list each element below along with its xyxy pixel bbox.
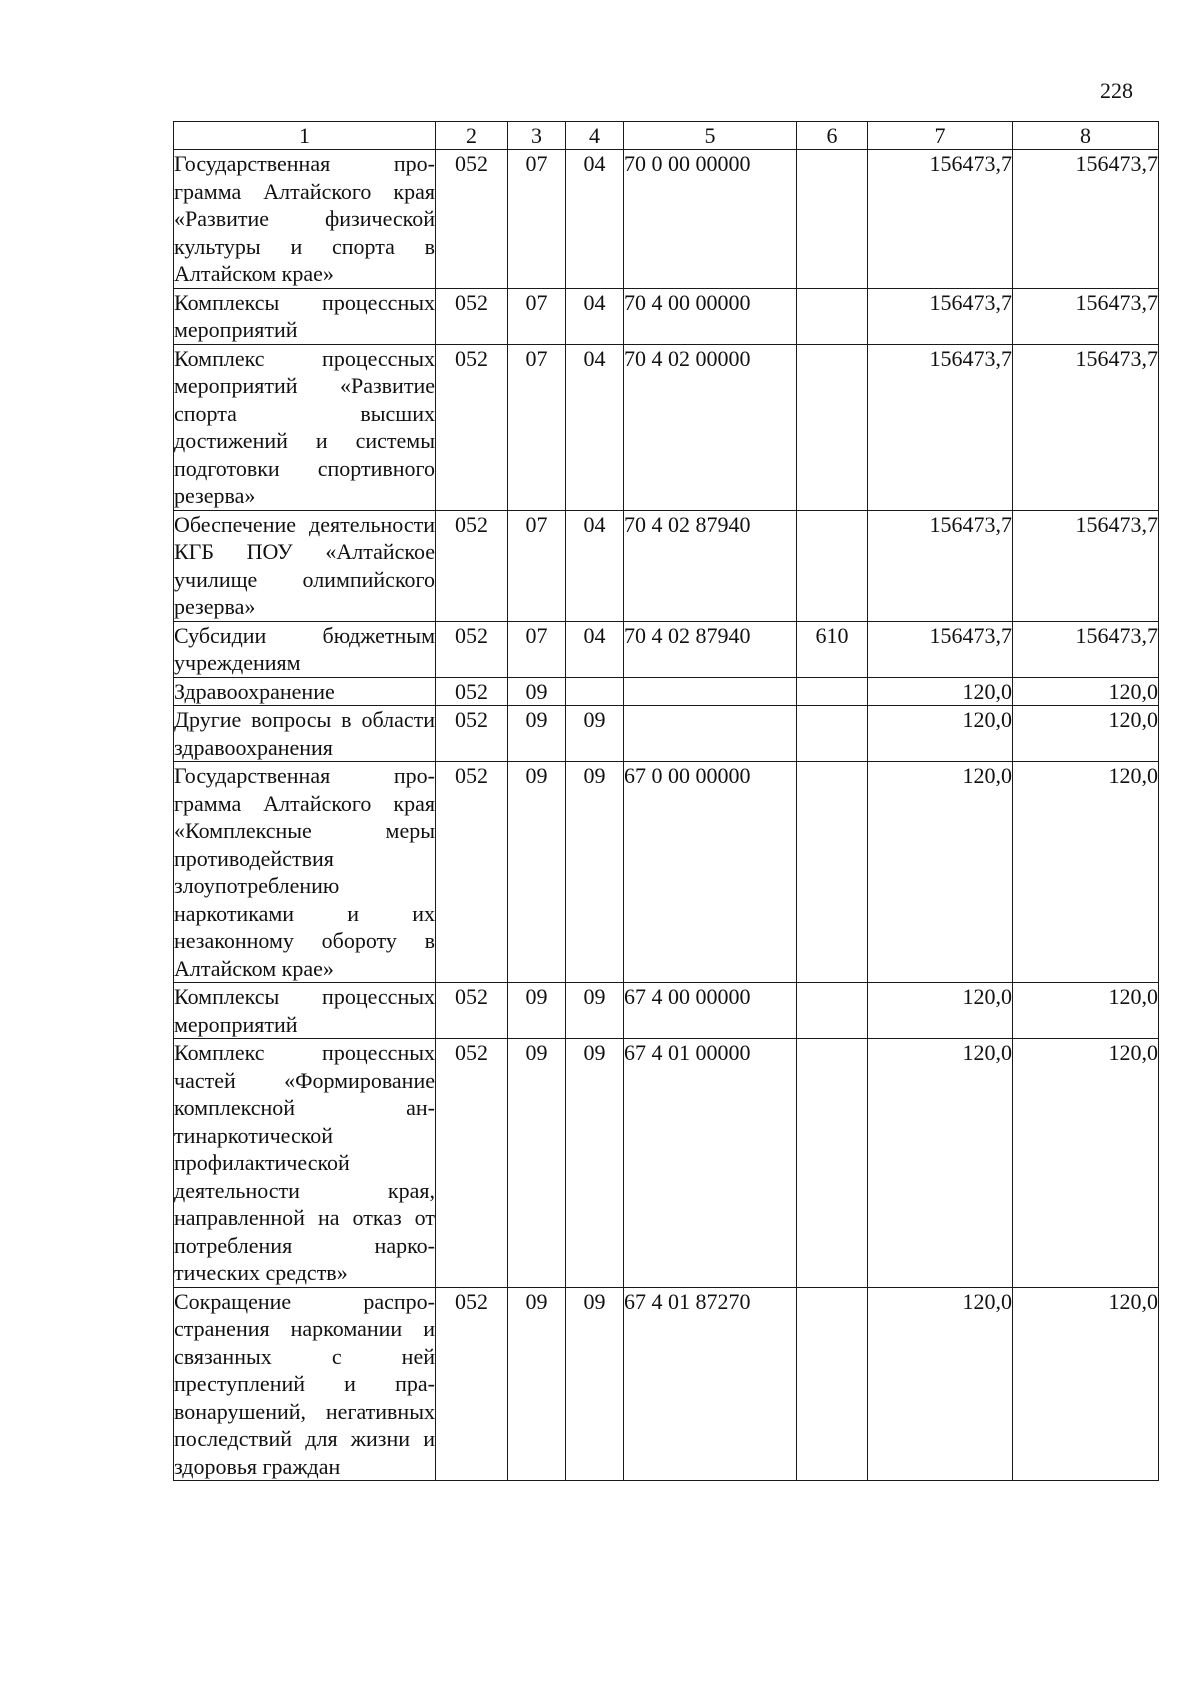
column-header-3: 3 <box>508 122 566 150</box>
cell-amount-7: 120,0 <box>868 1287 1013 1481</box>
cell-target-article <box>624 677 797 706</box>
cell-expense-type <box>797 1039 868 1288</box>
cell-expense-type <box>797 983 868 1039</box>
cell-ministry-code: 052 <box>436 1287 508 1481</box>
cell-ministry-code: 052 <box>436 983 508 1039</box>
cell-ministry-code: 052 <box>436 150 508 289</box>
cell-ministry-code: 052 <box>436 344 508 510</box>
cell-amount-7: 156473,7 <box>868 344 1013 510</box>
cell-target-article: 70 4 02 00000 <box>624 344 797 510</box>
column-header-8: 8 <box>1013 122 1159 150</box>
cell-amount-7: 120,0 <box>868 677 1013 706</box>
row-name: Комплекс процессных частей «Формирование комплексной антинаркотической профилактической деятельности края, направленной на отказ от потребления наркотических средств» <box>174 1040 435 1285</box>
cell-amount-7: 156473,7 <box>868 150 1013 289</box>
cell-expense-type <box>797 1287 868 1481</box>
cell-target-article: 67 4 01 00000 <box>624 1039 797 1288</box>
cell-ministry-code: 052 <box>436 1039 508 1288</box>
row-name: Другие вопросы в области здравоохранения <box>174 707 435 760</box>
cell-target-article: 67 4 01 87270 <box>624 1287 797 1481</box>
table-header-row <box>174 122 1159 150</box>
cell-expense-type <box>797 344 868 510</box>
cell-ministry-code: 052 <box>436 621 508 677</box>
cell-section: 09 <box>508 1287 566 1481</box>
cell-amount-7: 120,0 <box>868 762 1013 983</box>
cell-subsection: 09 <box>566 706 624 762</box>
cell-subsection: 09 <box>566 1039 624 1288</box>
cell-amount-8: 120,0 <box>1013 1039 1159 1288</box>
cell-amount-8: 120,0 <box>1013 677 1159 706</box>
row-name: Комплексы процессных мероприятий <box>174 289 435 342</box>
table-row <box>174 510 1159 621</box>
table-row <box>174 1039 1159 1288</box>
cell-expense-type <box>797 677 868 706</box>
cell-subsection: 04 <box>566 150 624 289</box>
cell-ministry-code: 052 <box>436 706 508 762</box>
cell-target-article <box>624 706 797 762</box>
table-row <box>174 150 1159 289</box>
cell-amount-7: 156473,7 <box>868 510 1013 621</box>
row-name: Комплекс процессных мероприятий «Развитие спорта высших достижений и системы подготовки спортивного резерва» <box>174 345 435 508</box>
cell-subsection: 04 <box>566 344 624 510</box>
column-header-4: 4 <box>566 122 624 150</box>
column-header-6: 6 <box>797 122 868 150</box>
cell-ministry-code: 052 <box>436 762 508 983</box>
cell-expense-type <box>797 762 868 983</box>
cell-expense-type <box>797 288 868 344</box>
cell-expense-type <box>797 510 868 621</box>
page-number: 228 <box>1100 78 1133 103</box>
cell-amount-7: 120,0 <box>868 706 1013 762</box>
row-name: Сокращение распространения наркомании и связанных с ней преступлений и правонарушений, негативных последствий для жизни и здоровья граждан <box>174 1288 435 1479</box>
table-row <box>174 1287 1159 1481</box>
cell-expense-type <box>797 706 868 762</box>
column-header-1: 1 <box>174 122 436 150</box>
cell-expense-type <box>797 150 868 289</box>
cell-subsection: 09 <box>566 983 624 1039</box>
cell-amount-8: 120,0 <box>1013 706 1159 762</box>
row-name: Государственная программа Алтайского края «Развитие физической культуры и спорта в Алтайском крае» <box>174 151 435 286</box>
column-header-7: 7 <box>868 122 1013 150</box>
cell-subsection: 09 <box>566 762 624 983</box>
cell-subsection <box>566 677 624 706</box>
cell-subsection: 04 <box>566 510 624 621</box>
table-row <box>174 677 1159 706</box>
cell-expense-type: 610 <box>797 621 868 677</box>
cell-amount-8: 120,0 <box>1013 983 1159 1039</box>
cell-subsection: 04 <box>566 621 624 677</box>
cell-section: 07 <box>508 510 566 621</box>
cell-amount-7: 120,0 <box>868 983 1013 1039</box>
cell-ministry-code: 052 <box>436 288 508 344</box>
cell-subsection: 09 <box>566 1287 624 1481</box>
row-name: Государственная программа Алтайского края «Комплексные меры противодействия злоупотреблению наркотиками и их незаконному обороту в Алтайском крае» <box>174 763 435 981</box>
cell-target-article: 70 4 02 87940 <box>624 621 797 677</box>
cell-target-article: 70 0 00 00000 <box>624 150 797 289</box>
column-header-5: 5 <box>624 122 797 150</box>
table-row <box>174 706 1159 762</box>
column-header-2: 2 <box>436 122 508 150</box>
cell-amount-8: 120,0 <box>1013 1287 1159 1481</box>
cell-amount-7: 156473,7 <box>868 288 1013 344</box>
cell-section: 07 <box>508 621 566 677</box>
table-row <box>174 762 1159 983</box>
cell-ministry-code: 052 <box>436 510 508 621</box>
cell-amount-8: 156473,7 <box>1013 288 1159 344</box>
cell-amount-8: 156473,7 <box>1013 150 1159 289</box>
row-name: Здравоохранение <box>174 677 436 706</box>
row-name: Обеспечение деятельности КГБ ПОУ «Алтайское училище олимпийского резерва» <box>174 511 435 619</box>
cell-amount-8: 120,0 <box>1013 762 1159 983</box>
cell-section: 07 <box>508 150 566 289</box>
cell-ministry-code: 052 <box>436 677 508 706</box>
table-row <box>174 621 1159 677</box>
cell-target-article: 67 0 00 00000 <box>624 762 797 983</box>
cell-amount-7: 156473,7 <box>868 621 1013 677</box>
cell-target-article: 70 4 02 87940 <box>624 510 797 621</box>
budget-table <box>173 121 1159 1481</box>
cell-section: 09 <box>508 1039 566 1288</box>
cell-section: 09 <box>508 762 566 983</box>
cell-target-article: 67 4 00 00000 <box>624 983 797 1039</box>
cell-target-article: 70 4 00 00000 <box>624 288 797 344</box>
table-row <box>174 983 1159 1039</box>
cell-section: 07 <box>508 288 566 344</box>
cell-section: 09 <box>508 677 566 706</box>
cell-section: 09 <box>508 706 566 762</box>
table-row <box>174 344 1159 510</box>
cell-amount-8: 156473,7 <box>1013 510 1159 621</box>
cell-amount-7: 120,0 <box>868 1039 1013 1288</box>
cell-section: 09 <box>508 983 566 1039</box>
cell-subsection: 04 <box>566 288 624 344</box>
table-row <box>174 288 1159 344</box>
row-name: Комплексы процессных мероприятий <box>174 984 435 1037</box>
cell-section: 07 <box>508 344 566 510</box>
cell-amount-8: 156473,7 <box>1013 344 1159 510</box>
row-name: Субсидии бюджетным учреждениям <box>174 622 435 675</box>
cell-amount-8: 156473,7 <box>1013 621 1159 677</box>
